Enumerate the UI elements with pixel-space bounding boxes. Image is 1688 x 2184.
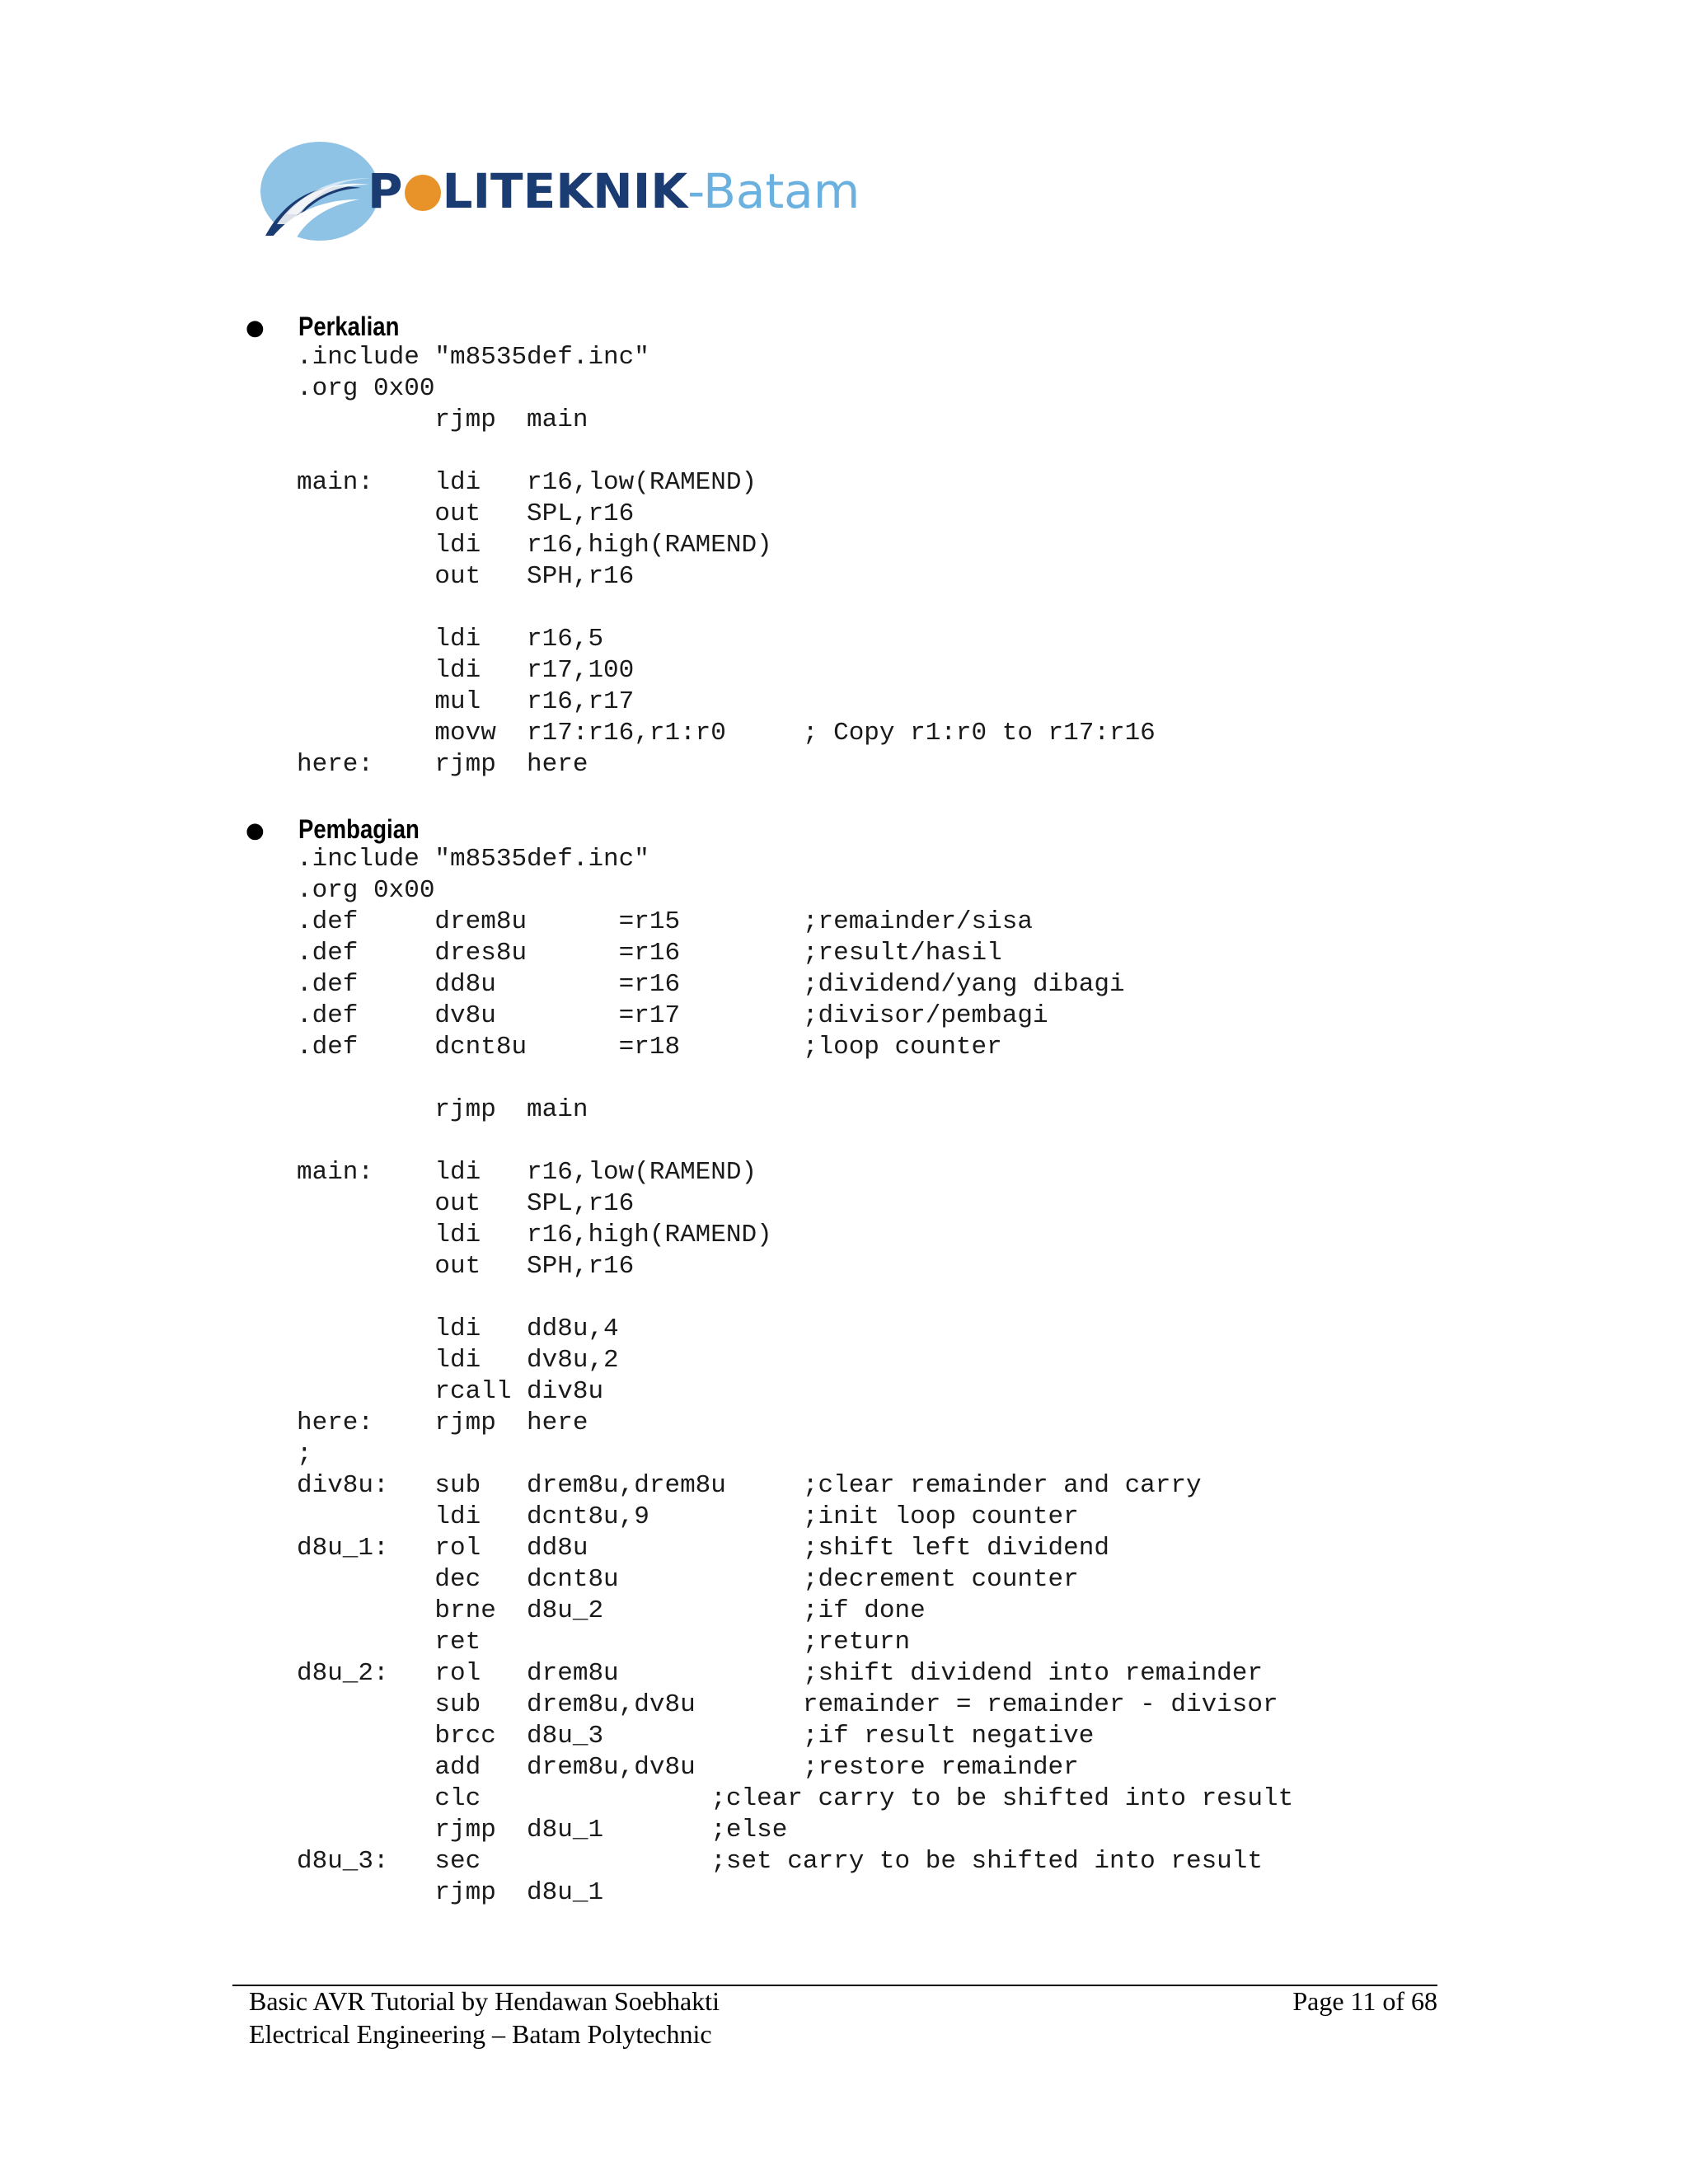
- logo-letter-o: [405, 173, 441, 216]
- logo-wordmark-campus: -Batam: [687, 163, 860, 219]
- logo-orange-dot: [405, 175, 441, 211]
- bullet-icon: ●: [246, 818, 265, 843]
- logo-wordmark: [368, 158, 860, 224]
- bullet-icon: ●: [246, 316, 265, 340]
- footer-tutorial-credit: Basic AVR Tutorial by Hendawan Soebhakti: [249, 1986, 720, 2016]
- logo-letter-p: P: [368, 163, 403, 219]
- section-title-perkalian: Perkalian: [298, 312, 400, 341]
- code-block-pembagian: .include "m8535def.inc" .org 0x00 .def drem8u =r15 ;remainder/sisa .def dres8u =r16 ;result/hasil .def dd8u =r16 ;dividend/yang dibagi .def dv8u =r17 ;divisor/pembagi .def dcnt8u =r18 ;loop counter rjmp main main: ldi r16,low(RAMEND) out SPL,r16 ldi r16,high(RAMEND) out SPH,r16 ldi dd8u,4 ldi dv8u,2 rcall div8u here: rjmp here ; div8u: sub drem8u,drem8u ;clear remainder and carry ldi dcnt8u,9 ;init loop counter d8u_1: rol dd8u ;shift left dividend dec dcnt8u ;decrement counter brne d8u_2 ;if done ret ;return d8u_2: rol drem8u ;shift dividend into remainder sub drem8u,dv8u remainder = remainder - divisor brcc d8u_3 ;if result negative add drem8u,dv8u ;restore remainder clc ;clear carry to be shifted into result rjmp d8u_1 ;else d8u_3: sec ;set carry to be shifted into result rjmp d8u_1: [297, 845, 1294, 1907]
- section-title-pembagian: Pembagian: [298, 814, 420, 844]
- politeknik-batam-logo: [254, 138, 860, 244]
- logo-wordmark-main: LITEKNIK: [442, 163, 688, 219]
- logo-emblem-icon: [254, 138, 377, 244]
- footer-institution: Electrical Engineering – Batam Polytechnic: [249, 2019, 712, 2049]
- footer-page-number: Page 11 of 68: [1292, 1986, 1437, 2016]
- code-block-perkalian: .include "m8535def.inc" .org 0x00 rjmp main main: ldi r16,low(RAMEND) out SPL,r16 ldi r16,high(RAMEND) out SPH,r16 ldi r16,5 ldi r17,100 mul r16,r17 movw r17:r16,r1:r0 ; Copy r1:r0 to r17:r16 here: rjmp here: [297, 343, 1156, 779]
